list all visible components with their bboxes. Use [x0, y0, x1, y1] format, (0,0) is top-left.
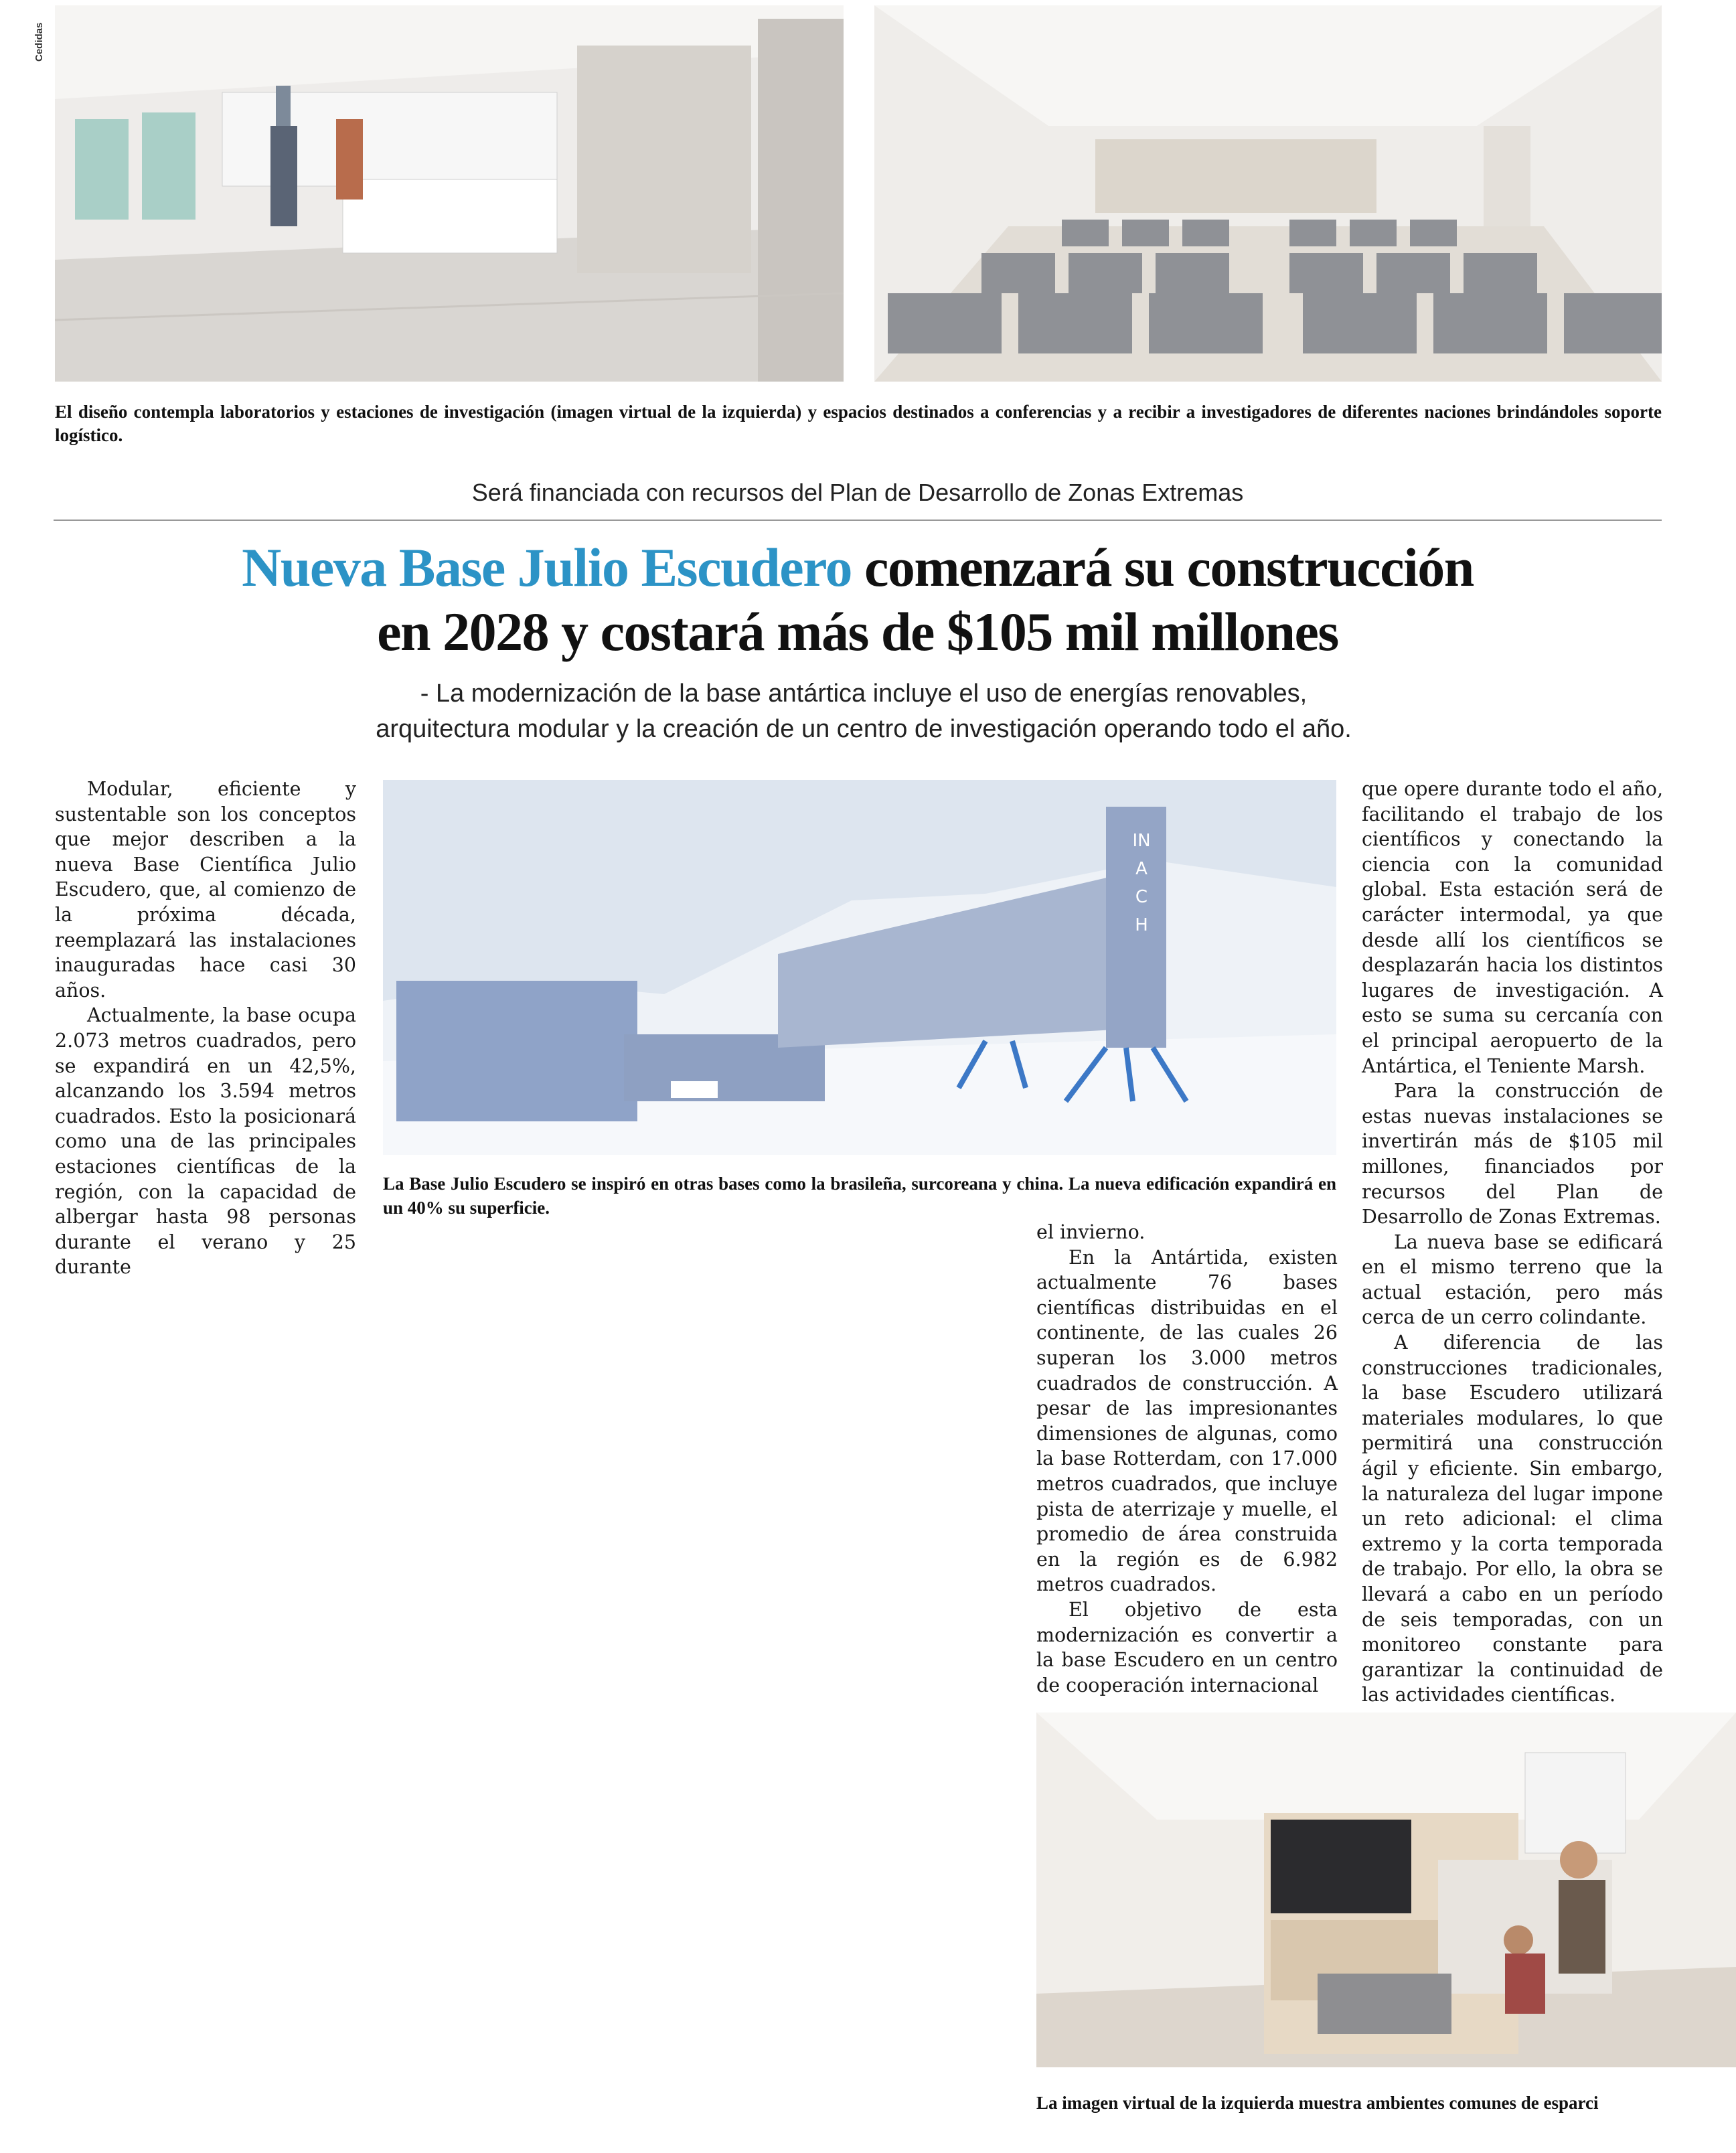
body-column-2	[1036, 1220, 1338, 1698]
body-paragraph: Actualmente, la base ocupa 2.073 metros cuadrados, pero se expandirá en un 42,5%, alcanzando los 3.594 metros cuadrados. Esto la posicionará como una de las principales estaciones científicas de la región, con la capacidad de albergar hasta 98 personas durante el verano y 25 durante	[55, 1004, 356, 1279]
headline	[54, 536, 1662, 664]
body-paragraph: el invierno.	[1036, 1221, 1146, 1243]
lounge-photo-caption: La imagen virtual de la izquierda muestra ambientes comunes de esparci	[1036, 2093, 1599, 2113]
body-paragraph: que opere durante todo el año, facilitando el trabajo de los científicos y conectando la ciencia con la comunidad global. Esta estación será de carácter intermodal, ya que desde allí los científicos se desplazarán hacia los distintos lugares de investigación. A esto se suma su cercanía con el principal aeropuerto de la Antártica, el Teniente Marsh.	[1362, 778, 1663, 1077]
headline-line1: comenzará su construcción	[852, 537, 1474, 598]
body-paragraph: La nueva base se edificará en el mismo terreno que la actual estación, pero más cerca de un cerro colindante.	[1362, 1230, 1663, 1329]
body-paragraph: Modular, eficiente y sustentable son los conceptos que mejor describen a la nueva Base Científica Julio Escudero, que, al comienzo de la próxima década, reemplazará las instalaciones inauguradas hace casi 30 años.	[55, 778, 356, 1002]
base-photo-caption: La Base Julio Escudero se inspiró en otras bases como la brasileña, surcoreana y china. La nueva edificación expandirá en un 40% su superficie.	[383, 1174, 1336, 1218]
headline-line2: en 2028 y costará más de $105 mil millones	[377, 601, 1338, 662]
building-sign: INACH	[1132, 831, 1151, 935]
lab-photo	[55, 5, 844, 382]
deck-line1: - La modernización de la base antártica incluye el uso de energías renovables,	[420, 680, 1308, 708]
body-paragraph: El objetivo de esta modernización es convertir a la base Escudero en un centro de cooperación internacional	[1036, 1598, 1338, 1696]
kicker: Será financiada con recursos del Plan de Desarrollo de Zonas Extremas	[471, 479, 1244, 506]
body-paragraph: En la Antártida, existen actualmente 76 bases científicas distribuidas en el continente, de las cuales 26 superan los 3.000 metros cuadrados de construcción. A pesar de las impresionantes dimensiones de algunas, como la base Rotterdam, con 17.000 metros cuadrados, que incluye pista de aterrizaje y muelle, el promedio de área construida en la región es de 6.982 metros cuadrados.	[1036, 1246, 1338, 1596]
kicker-divider	[54, 520, 1662, 521]
headline-highlight: Nueva Base Julio Escudero	[242, 537, 852, 598]
deck-line2: arquitectura modular y la creación de un centro de investigación operando todo el año.	[376, 715, 1352, 743]
body-paragraph: Para la construcción de estas nuevas instalaciones se invertirán más de $105 mil millones, financiados por recursos del Plan de Desarrollo de Zonas Extremas.	[1362, 1080, 1663, 1228]
base-render-photo	[383, 780, 1336, 1155]
photo-credit: Cedidas	[33, 22, 45, 62]
top-photo-caption: El diseño contempla laboratorios y estaciones de investigación (imagen virtual de la izquierda) y espacios destinados a conferencias y a recibir a investigadores de diferentes naciones brindándoles soporte logístico.	[55, 402, 1662, 445]
lounge-photo	[1036, 1712, 1736, 2067]
deck	[201, 676, 1526, 747]
conference-photo	[874, 5, 1662, 382]
body-paragraph: A diferencia de las construcciones tradicionales, la base Escudero utilizará materiales modulares, lo que permitirá una construcción ágil y eficiente. Sin embargo, la naturaleza del lugar impone un reto adicional: el clima extremo y la corta temporada de trabajo. Por ello, la obra se llevará a cabo en un período de seis temporadas, con un monitoreo constante para garantizar la continuidad de las actividades científicas.	[1362, 1332, 1663, 1706]
body-column-1	[55, 777, 356, 1280]
body-column-3	[1362, 777, 1663, 1708]
